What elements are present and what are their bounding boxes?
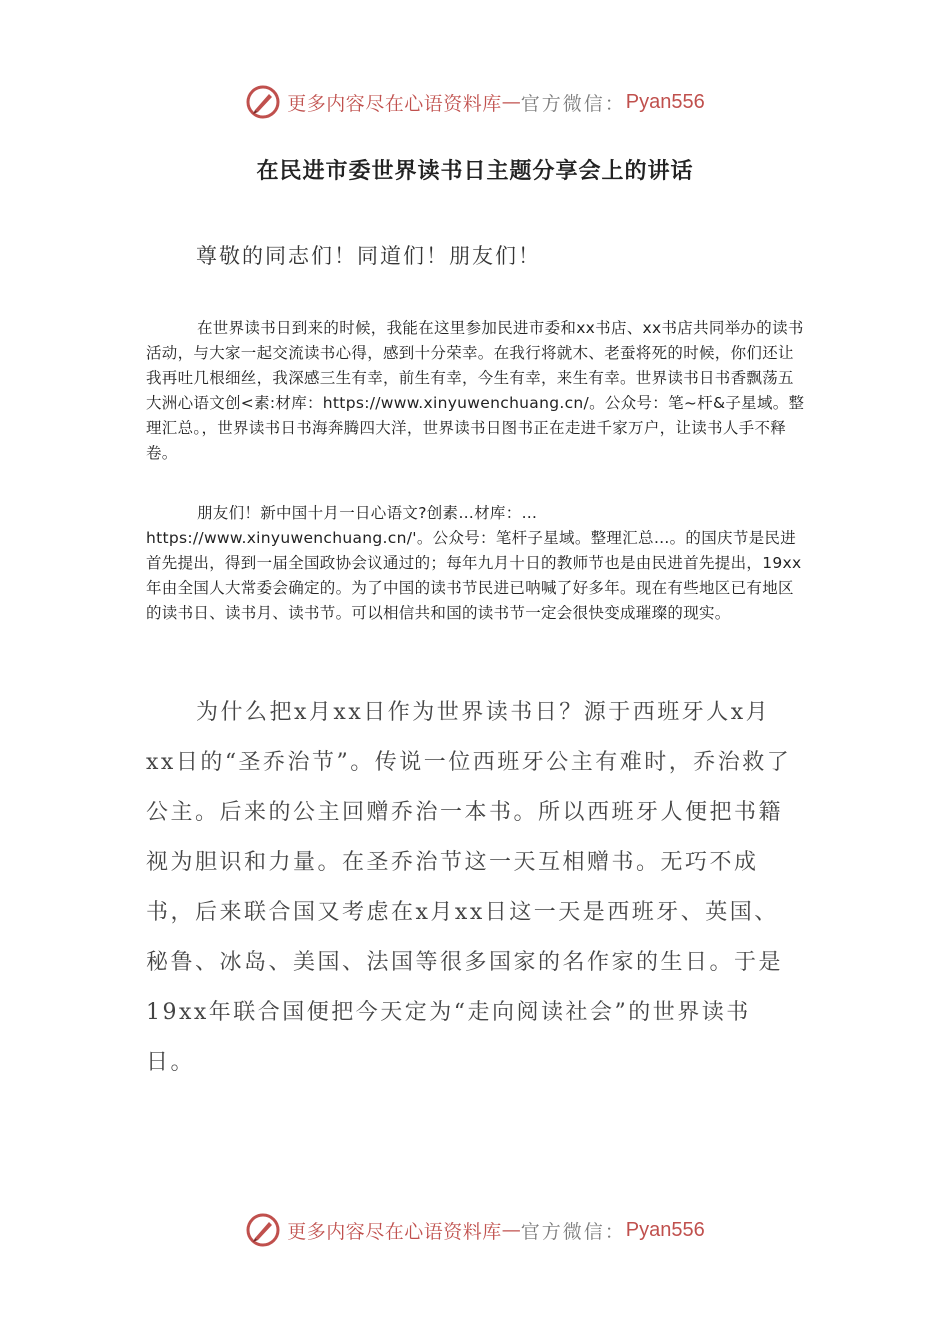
pen-nib-logo-icon (245, 1212, 281, 1248)
paragraph-3: 为什么把x月xx日作为世界读书日？源于西班牙人x月xx日的“圣乔治节”。传说一位西班牙公主有难时，乔治救了公主。后来的公主回赠乔治一本书。所以西班牙人便把书籍视为胆识和力量。在圣乔治节这一天互相赠书。无巧不成书，后来联合国又考虑在x月xx日这一天是西班牙、英国、秘鲁、冰岛、美国、法国等很多国家的名作家的生日。于是19xx年联合国便把今天定为“走向阅读社会”的世界读书日。 (146, 700, 792, 1075)
paragraph-2: 朋友们！新中国十月一日心语文?创素…材库：…https://www.xinyuwenchuang.cn/'。公众号：笔杆子星域。整理汇总…。的国庆节是民进首先提出，得到一届全国政协会议通过的；每年九月十日的教师节也是由民进首先提出，19xx年由全国人大常委会确定的。为了中国的读书节民进已呐喊了好多年。现在有些地区已有地区的读书日、读书月、读书节。可以相信共和国的读书节一定会很快变成璀璨的现实。 (146, 504, 802, 622)
watermark-wechat-id: Pyan556 (625, 90, 705, 113)
header-watermark (0, 80, 950, 124)
watermark-wechat-id: Pyan556 (625, 1218, 705, 1241)
paragraph-1: 在世界读书日到来的时候，我能在这里参加民进市委和xx书店、xx书店共同举办的读书活动，与大家一起交流读书心得，感到十分荣幸。在我行将就木、老蚕将死的时候，你们还让我再吐几根细丝，我深感三生有幸，前生有幸，今生有幸，来生有幸。世界读书日书香飘荡五大洲心语文创<素:材库：https://www.xinyuwenchuang.cn/。公众号：笔~杆&子星域。整理汇总。，世界读书日书海奔腾四大洋，世界读书日图书正在走进千家万户，让读书人手不释卷。 (146, 319, 805, 462)
watermark-sub-text: 官方微信： (520, 92, 626, 115)
document-title: 在民进市委世界读书日主题分享会上的讲话 (256, 159, 694, 184)
watermark-dash: — (501, 1219, 521, 1241)
footer-watermark (0, 1208, 950, 1252)
pen-nib-logo-icon (245, 84, 281, 120)
watermark-main-text: 更多内容尽在心语资料库 (287, 92, 502, 115)
watermark-sub-text: 官方微信： (520, 1220, 626, 1243)
watermark-main-text: 更多内容尽在心语资料库 (287, 1220, 502, 1243)
watermark-dash: — (501, 91, 521, 113)
salutation: 尊敬的同志们！同道们！朋友们！ (196, 244, 541, 268)
